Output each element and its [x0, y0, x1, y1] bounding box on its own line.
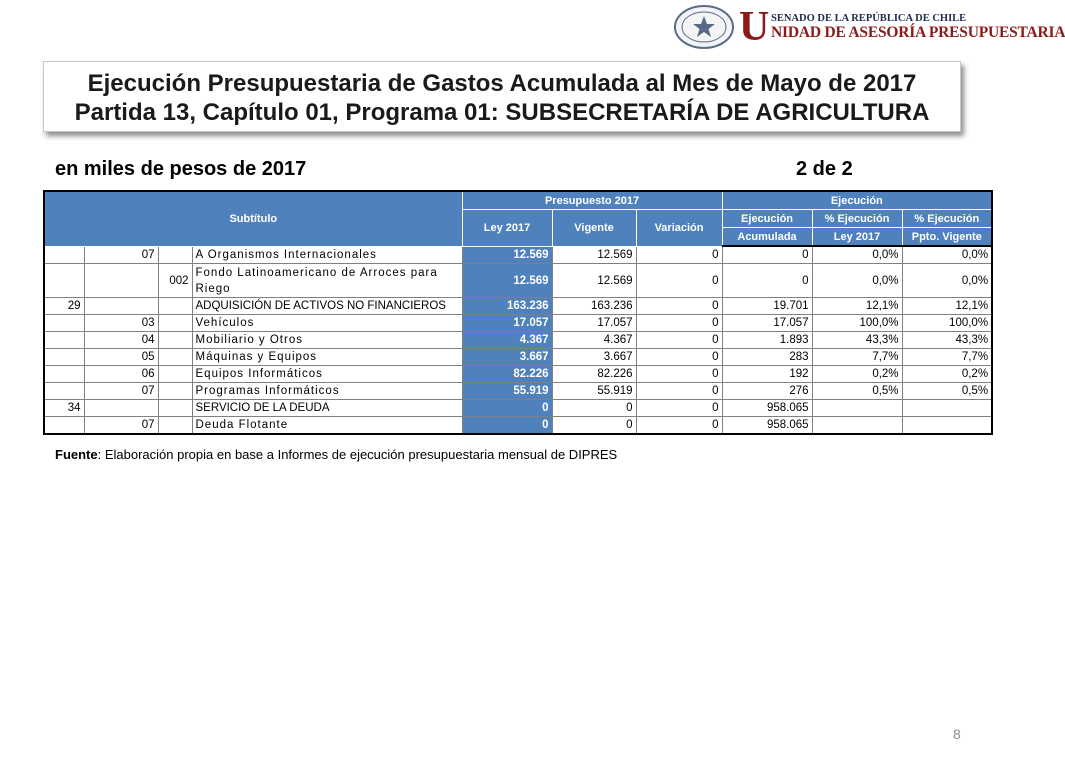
table-row — [44, 315, 992, 332]
senado-seal-icon — [673, 4, 735, 50]
table-row — [44, 417, 992, 435]
header-variacion: Variación — [636, 210, 722, 247]
title-box — [43, 61, 961, 132]
cell-item: 04 — [84, 332, 158, 349]
cell-subtitulo — [44, 332, 84, 349]
table-row — [44, 383, 992, 400]
cell-pct-ley: 0,2% — [812, 366, 902, 383]
cell-subtitulo — [44, 349, 84, 366]
cell-vigente: 12.569 — [552, 264, 636, 298]
cell-subtitulo — [44, 417, 84, 435]
table-row — [44, 332, 992, 349]
cell-item: 07 — [84, 383, 158, 400]
table-row — [44, 264, 992, 298]
header-pct-ley-1: % Ejecución — [812, 210, 902, 228]
cell-pct-vigente: 0,2% — [902, 366, 992, 383]
cell-item: 06 — [84, 366, 158, 383]
cell-item: 07 — [84, 246, 158, 264]
budget-table — [43, 190, 993, 435]
logo-senado-text: SENADO DE LA REPÚBLICA DE CHILE — [771, 13, 967, 24]
cell-ley: 82.226 — [462, 366, 552, 383]
header-subtitulo: Subtítulo — [44, 191, 462, 246]
cell-asignacion — [158, 366, 192, 383]
table-row — [44, 366, 992, 383]
cell-vigente: 163.236 — [552, 298, 636, 315]
cell-asignacion — [158, 298, 192, 315]
table-row — [44, 349, 992, 366]
cell-ejecucion: 276 — [722, 383, 812, 400]
cell-vigente: 55.919 — [552, 383, 636, 400]
cell-ejecucion: 0 — [722, 246, 812, 264]
cell-variacion: 0 — [636, 315, 722, 332]
cell-ejecucion: 192 — [722, 366, 812, 383]
table-row — [44, 246, 992, 264]
cell-variacion: 0 — [636, 298, 722, 315]
header-pct-vig-2: Ppto. Vigente — [902, 228, 992, 247]
cell-ley: 12.569 — [462, 264, 552, 298]
cell-pct-vigente — [902, 400, 992, 417]
table-row — [44, 298, 992, 315]
cell-denominacion: ADQUISICIÓN DE ACTIVOS NO FINANCIEROS — [192, 298, 462, 315]
page-of-label: 2 de 2 — [796, 158, 853, 180]
cell-pct-ley: 0,0% — [812, 246, 902, 264]
header-ejec-acum-1: Ejecución — [722, 210, 812, 228]
cell-asignacion — [158, 246, 192, 264]
cell-pct-vigente — [902, 417, 992, 435]
cell-vigente: 3.667 — [552, 349, 636, 366]
cell-denominacion: Mobiliario y Otros — [192, 332, 462, 349]
cell-denominacion: A Organismos Internacionales — [192, 246, 462, 264]
cell-asignacion — [158, 417, 192, 435]
cell-item: 07 — [84, 417, 158, 435]
header-vigente: Vigente — [552, 210, 636, 247]
source-text: : Elaboración propia en base a Informes de ejecución presupuestaria mensual de DIPRES — [97, 447, 618, 462]
cell-pct-ley — [812, 400, 902, 417]
title-line-1: Ejecución Presupuestaria de Gastos Acumulada al Mes de Mayo de 2017 — [87, 70, 917, 97]
cell-pct-vigente: 12,1% — [902, 298, 992, 315]
cell-denominacion: Fondo Latinoamericano de Arroces para Riego — [192, 264, 462, 298]
cell-vigente: 17.057 — [552, 315, 636, 332]
cell-variacion: 0 — [636, 349, 722, 366]
cell-subtitulo — [44, 246, 84, 264]
cell-asignacion: 002 — [158, 264, 192, 298]
cell-vigente: 4.367 — [552, 332, 636, 349]
cell-ley: 55.919 — [462, 383, 552, 400]
cell-denominacion: Vehículos — [192, 315, 462, 332]
cell-pct-vigente: 43,3% — [902, 332, 992, 349]
cell-ley: 0 — [462, 400, 552, 417]
cell-vigente: 0 — [552, 417, 636, 435]
cell-pct-vigente: 0,0% — [902, 246, 992, 264]
cell-pct-vigente: 0,0% — [902, 264, 992, 298]
cell-subtitulo: 34 — [44, 400, 84, 417]
cell-ejecucion: 958.065 — [722, 417, 812, 435]
cell-pct-ley — [812, 417, 902, 435]
cell-pct-ley: 0,0% — [812, 264, 902, 298]
cell-item: 03 — [84, 315, 158, 332]
cell-variacion: 0 — [636, 246, 722, 264]
cell-denominacion: Máquinas y Equipos — [192, 349, 462, 366]
cell-ley: 17.057 — [462, 315, 552, 332]
cell-vigente: 12.569 — [552, 246, 636, 264]
unidad-asesoria-logo — [673, 4, 1065, 52]
cell-ley: 3.667 — [462, 349, 552, 366]
cell-ejecucion: 0 — [722, 264, 812, 298]
cell-asignacion — [158, 315, 192, 332]
cell-asignacion — [158, 332, 192, 349]
cell-ley: 4.367 — [462, 332, 552, 349]
cell-pct-ley: 12,1% — [812, 298, 902, 315]
cell-pct-ley: 100,0% — [812, 315, 902, 332]
source-note — [55, 447, 617, 462]
cell-ejecucion: 1.893 — [722, 332, 812, 349]
units-label: en miles de pesos de 2017 — [55, 158, 307, 180]
cell-variacion: 0 — [636, 264, 722, 298]
cell-item — [84, 400, 158, 417]
cell-pct-ley: 7,7% — [812, 349, 902, 366]
cell-subtitulo — [44, 264, 84, 298]
cell-ley: 163.236 — [462, 298, 552, 315]
cell-variacion: 0 — [636, 417, 722, 435]
logo-big-letter: U — [739, 4, 770, 50]
cell-vigente: 82.226 — [552, 366, 636, 383]
logo-unidad-text: NIDAD DE ASESORÍA PRESUPUESTARIA — [771, 24, 1065, 41]
cell-item: 05 — [84, 349, 158, 366]
header-ley: Ley 2017 — [462, 210, 552, 247]
cell-denominacion: SERVICIO DE LA DEUDA — [192, 400, 462, 417]
cell-variacion: 0 — [636, 400, 722, 417]
cell-variacion: 0 — [636, 332, 722, 349]
header-pct-vig-1: % Ejecución — [902, 210, 992, 228]
cell-ejecucion: 283 — [722, 349, 812, 366]
cell-pct-vigente: 100,0% — [902, 315, 992, 332]
cell-ejecucion: 19.701 — [722, 298, 812, 315]
cell-ley: 12.569 — [462, 246, 552, 264]
cell-pct-ley: 0,5% — [812, 383, 902, 400]
cell-ejecucion: 958.065 — [722, 400, 812, 417]
cell-ejecucion: 17.057 — [722, 315, 812, 332]
page-number: 8 — [953, 726, 961, 742]
cell-subtitulo: 29 — [44, 298, 84, 315]
header-ejec-acum-2: Acumulada — [722, 228, 812, 247]
header-ejecucion: Ejecución — [722, 191, 992, 210]
cell-pct-vigente: 7,7% — [902, 349, 992, 366]
header-pct-ley-2: Ley 2017 — [812, 228, 902, 247]
header-presupuesto: Presupuesto 2017 — [462, 191, 722, 210]
table-row — [44, 400, 992, 417]
cell-denominacion: Deuda Flotante — [192, 417, 462, 435]
cell-variacion: 0 — [636, 366, 722, 383]
cell-variacion: 0 — [636, 383, 722, 400]
cell-denominacion: Programas Informáticos — [192, 383, 462, 400]
cell-denominacion: Equipos Informáticos — [192, 366, 462, 383]
cell-ley: 0 — [462, 417, 552, 435]
cell-pct-ley: 43,3% — [812, 332, 902, 349]
cell-item — [84, 298, 158, 315]
cell-pct-vigente: 0,5% — [902, 383, 992, 400]
cell-subtitulo — [44, 315, 84, 332]
cell-asignacion — [158, 383, 192, 400]
cell-subtitulo — [44, 366, 84, 383]
title-line-2: Partida 13, Capítulo 01, Programa 01: SUBSECRETARÍA DE AGRICULTURA — [74, 99, 930, 126]
cell-asignacion — [158, 400, 192, 417]
source-label: Fuente — [55, 447, 98, 462]
cell-asignacion — [158, 349, 192, 366]
cell-item — [84, 264, 158, 298]
cell-subtitulo — [44, 383, 84, 400]
cell-vigente: 0 — [552, 400, 636, 417]
